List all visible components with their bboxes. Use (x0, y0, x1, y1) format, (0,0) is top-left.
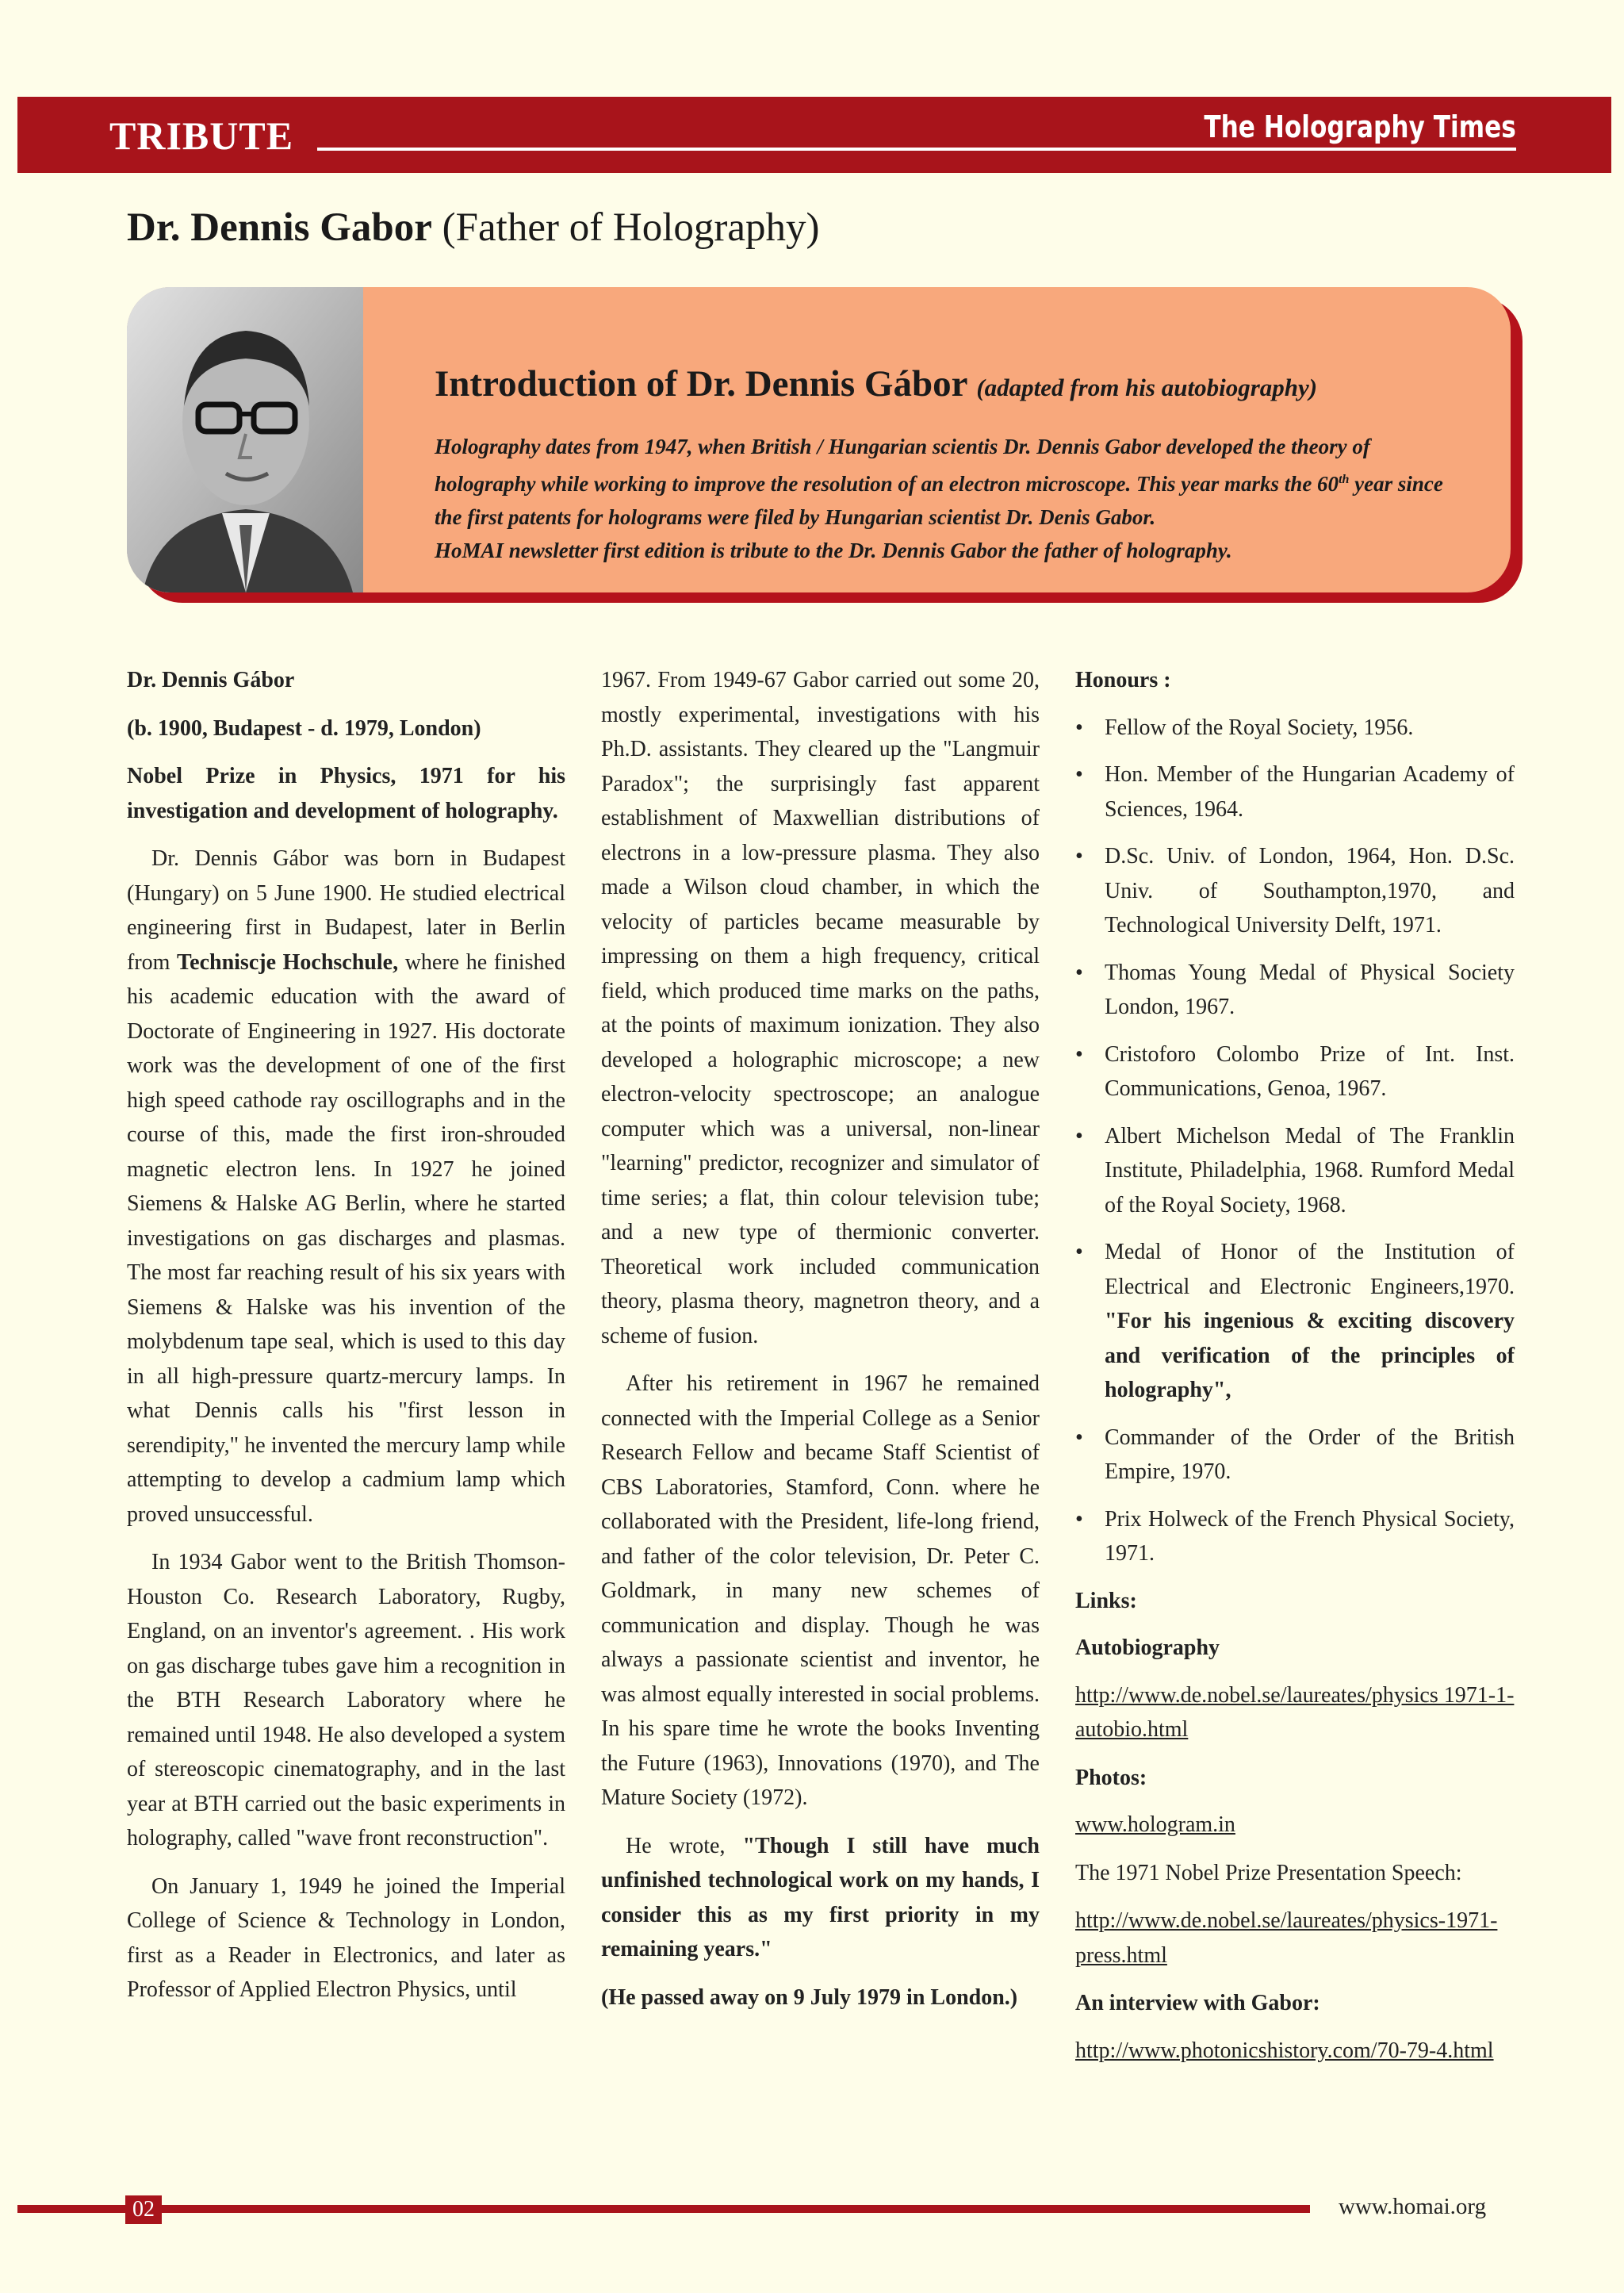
intro-box (127, 287, 1511, 592)
interview-link[interactable]: http://www.photonicshistory.com/70-79-4.html (1075, 2038, 1494, 2063)
bio-dates: (b. 1900, Budapest - d. 1979, London) (127, 715, 481, 741)
honour-item: • Fellow of the Royal Society, 1956. (1075, 711, 1515, 746)
intro-heading-text: Introduction of Dr. Dennis Gábor (435, 363, 967, 405)
footer-website: www.homai.org (1339, 2194, 1487, 2219)
intro-text-superscript: th (1339, 473, 1350, 486)
honour-item: • Commander of the Order of the British Empire, 1970. (1075, 1421, 1515, 1490)
intro-text-part-3: HoMAI newsletter first edition is tribute to the Dr. Dennis Gabor the father of holography. (435, 539, 1232, 562)
honours-list (1075, 711, 1515, 1571)
paragraph-text: where he finished his academic education with the award of Doctorate of Engineering in 1927. His doctorate work was the development of one of the first high speed cathode ray oscillographs and in the course of this, made the first iron-shrouded magnetic electron lens. In 1927 he joined Siemens & Halske AG Berlin, where he started investigations on gas discharges and plasmas. The most far reaching result of his six years with Siemens & Halske was his invention of the molybdenum tape seal, which is used to this day in all high-pressure quartz-mercury lamps. In what Dennis calls his "first lesson in serendipity," he invented the mercury lamp while attempting to develop a cadmium lamp which proved unsuccessful. (127, 949, 565, 1527)
gabor-quote: "Though I still have much unfinished technological work on my hands, I consider this as my first priority in my remaining years." (601, 1833, 1040, 1961)
honour-item: • D.Sc. Univ. of London, 1964, Hon. D.Sc. Univ. of Southampton,1970, and Technological University Delft, 1971. (1075, 839, 1515, 943)
school-name: Techniscje Hochschule, (177, 949, 399, 975)
paragraph-text: He wrote, (626, 1833, 743, 1858)
autobiography-link[interactable]: http://www.de.nobel.se/laureates/physics 1971-1-autobio.html (1075, 1682, 1515, 1742)
photos-heading: Photos: (1075, 1765, 1147, 1790)
bio-name: Dr. Dennis Gábor (127, 668, 295, 692)
title-name: Dr. Dennis Gabor (127, 205, 432, 250)
autobiography-heading: Autobiography (1075, 1635, 1220, 1660)
intro-heading (435, 362, 1317, 405)
honour-item: • Thomas Young Medal of Physical Society London, 1967. (1075, 956, 1515, 1025)
nobel-prize-line: Nobel Prize in Physics, 1971 for his investigation and development of holography. (127, 764, 565, 823)
interview-heading: An interview with Gabor: (1075, 1991, 1320, 2015)
ieee-citation: "For his ingenious & exciting discovery and verification of the principles of holography", (1105, 1309, 1515, 1402)
paragraph (127, 842, 565, 1532)
page-number: 02 (125, 2195, 162, 2224)
paragraph: 1967. From 1949-67 Gabor carried out some 20, mostly experimental, investigations with his Ph.D. assistants. They cleared up the "Langmuir Paradox"; the surprisingly fast apparent establishment of Maxwellian distributions of electrons in a low-pressure plasma. They also made a Wilson cloud chamber, in which the velocity of particles became measurable by impressing on them a high frequency, critical field, which produced time marks on the paths, at the points of maximum ionization. They also developed a holographic microscope; a new electron-velocity spectroscope; an analogue computer which was a universal, non-linear "learning" predictor, recognizer and simulator of time series; a flat, thin colour television tube; and a new type of thermionic converter. Theoretical work included communication theory, plasma theory, magnetron theory, and a scheme of fusion. (601, 668, 1040, 1348)
intro-heading-note: (adapted from his autobiography) (976, 374, 1318, 401)
links-heading: Links: (1075, 1588, 1137, 1613)
paragraph: After his retirement in 1967 he remained connected with the Imperial College as a Senior Research Fellow and became Staff Scientist of CBS Laboratories, Stamford, Conn. where he collaborated with the President, life-long friend, and father of the color television, Dr. Peter C. Goldmark, in many new schemes of communication and display. Though he was always a passionate scientist and inventor, he was almost equally interested in social problems. In his spare time he wrote the books Inventing the Future (1963), Innovations (1970), and The Mature Society (1972). (601, 1371, 1040, 1810)
page-title (127, 205, 820, 251)
honour-item (1075, 1235, 1515, 1408)
honour-item: • Cristoforo Colombo Prize of Int. Inst. Communications, Genoa, 1967. (1075, 1037, 1515, 1106)
column-1 (127, 663, 565, 2021)
honour-item: • Hon. Member of the Hungarian Academy of Sciences, 1964. (1075, 757, 1515, 826)
photos-link[interactable]: www.hologram.in (1075, 1812, 1235, 1837)
publication-name: The Holography Times (1204, 109, 1516, 144)
honour-item: • Albert Michelson Medal of The Franklin Institute, Philadelphia, 1968. Rumford Medal of the Royal Society, 1968. (1075, 1119, 1515, 1223)
paragraph: In 1934 Gabor went to the British Thomson-Houston Co. Research Laboratory, Rugby, England, on an inventor's agreement. . His work on gas discharge tubes gave him a recognition in the BTH Research Laboratory where he remained until 1948. He also developed a system of stereoscopic cinematography, and in the last year at BTH carried out the basic experiments in holography, called "wave front reconstruction". (127, 1550, 565, 1850)
column-3 (1075, 663, 1515, 2081)
title-subtitle: (Father of Holography) (431, 205, 820, 250)
death-note: (He passed away on 9 July 1979 in London.) (601, 1984, 1018, 2010)
intro-text-part-1: Holography dates from 1947, when British / Hungarian scientis Dr. Dennis Gabor developed the theory of holography while working to improve the resolution of an electron microscope. This year marks the 60 (435, 435, 1370, 496)
speech-heading: The 1971 Nobel Prize Presentation Speech: (1075, 1860, 1462, 1885)
header-rule (317, 148, 1516, 151)
honour-item: • Prix Holweck of the French Physical Society, 1971. (1075, 1502, 1515, 1571)
section-label: TRIBUTE (109, 113, 294, 158)
honours-heading: Honours : (1075, 668, 1171, 692)
column-2 (601, 663, 1040, 2028)
quote-paragraph (601, 1829, 1040, 1967)
intro-text-part-2: year since the first patents for holograms were filed by Hungarian scientist Dr. Denis Gabor. (435, 472, 1443, 529)
footer-rule (17, 2205, 1310, 2213)
intro-text (435, 430, 1473, 567)
paragraph-text: Dr. Dennis Gábor was born in Budapest (Hungary) on 5 June 1900. He studied electrical engineering first in Budapest, later in Berlin from (127, 846, 565, 975)
speech-link[interactable]: http://www.de.nobel.se/laureates/physics-1971-press.html (1075, 1908, 1498, 1968)
honour-text: Medal of Honor of the Institution of Electrical and Electronic Engineers,1970. (1105, 1240, 1515, 1299)
paragraph: On January 1, 1949 he joined the Imperial College of Science & Technology in London, first as a Reader in Electronics, and later as Professor of Applied Electron Physics, until (127, 1873, 565, 2002)
portrait-photo (127, 287, 363, 592)
